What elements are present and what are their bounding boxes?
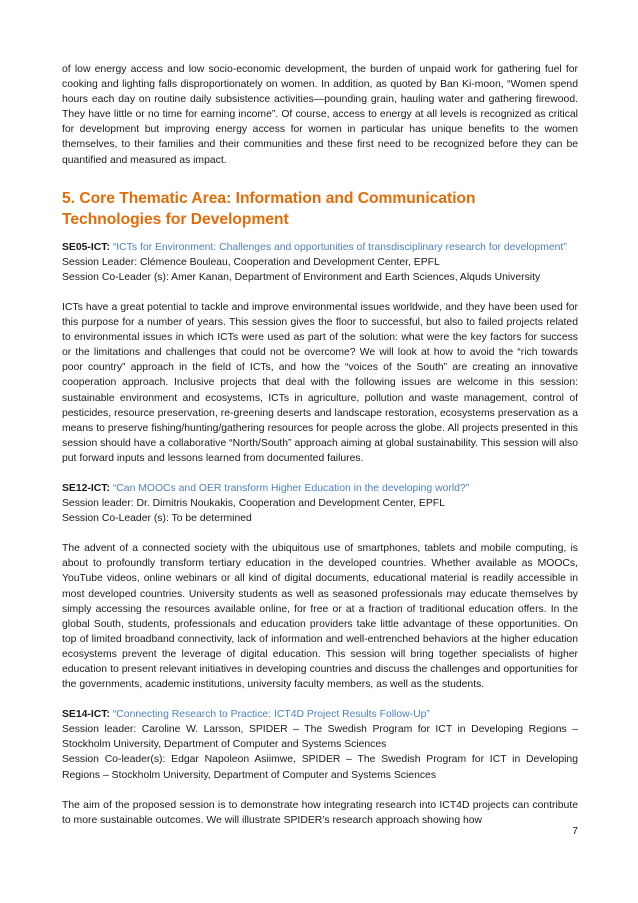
page-number: 7 <box>572 826 578 837</box>
session-co-leader: Session Co-Leader (s): Amer Kanan, Department of Environment and Earth Sciences, Alquds University <box>62 271 541 283</box>
session-title-line <box>62 240 578 255</box>
session-co-leader: Session Co-leader(s): Edgar Napoleon Asiimwe, SPIDER – The Swedish Program for ICT in Developing Regions – Stockholm University, Department of Computer and Systems Sciences <box>62 754 578 781</box>
session-code: SE14-ICT: <box>62 709 110 721</box>
spacer <box>62 692 578 707</box>
session-leader: Session leader: Caroline W. Larsson, SPIDER – The Swedish Program for ICT in Developing Regions – Stockholm University, Department of Computer and Systems Sciences <box>62 724 578 751</box>
session-code: SE12-ICT: <box>62 482 110 494</box>
intro-paragraph: of low energy access and low socio-economic development, the burden of unpaid work for gathering fuel for cooking and lighting falls disproportionately on women. In addition, as quoted by Ban Ki-moon, “Women spend hours each day on routine daily subsistence activities—pounding grain, hauling water and gathering firewood. They have little or no time for earning income”. Of course, access to energy at all levels is recognized as critical for development but improving energy access for women in particular has unique benefits to the women themselves, to their families and their communities and these first need to be recognized before they can be quantified and measured as impact. <box>62 64 578 166</box>
session-title: “Connecting Research to Practice: ICT4D Project Results Follow-Up” <box>112 709 430 721</box>
session-description: ICTs have a great potential to tackle and improve environmental issues worldwide, and they have been used for this purpose for a number of years. This session gives the floor to successful, but also to failed projects related to environmental issues in which ICTs were used as part of the solution: what were the key factors for success or the limitations and challenges that could not be overcome? We will look at how to avoid the “rich towards poor country” approach in the field of ICTs, and how the “voices of the South” are creating an innovative cooperation approach. Inclusive projects that deal with the following issues are welcome in this session: sustainable environment and ecosystems, ICTs in agriculture, pollution and waste management, control of pesticides, resource preservation, re-greening deserts and landscape restoration, ecosystems preservation as a means to preserve fishing/hunting/gathering resources for people across the globe. All projects presented in this session should have a collaborative “North/South” approach aiming at global sustainability. This session will also put forward inputs and lessons learned from documented failures. <box>62 301 578 464</box>
session-leader: Session leader: Dr. Dimitris Noukakis, Cooperation and Development Center, EPFL <box>62 498 445 510</box>
spacer <box>62 168 578 188</box>
spacer <box>62 783 578 798</box>
spacer <box>62 526 578 541</box>
session-block-se05 <box>62 240 578 466</box>
session-block-se12 <box>62 481 578 692</box>
session-title: “Can MOOCs and OER transform Higher Education in the developing world?” <box>112 482 470 494</box>
session-block-se14 <box>62 707 578 828</box>
session-title-line <box>62 707 578 722</box>
spacer <box>62 285 578 300</box>
spacer <box>62 466 578 481</box>
session-leader: Session Leader: Clémence Bouleau, Cooperation and Development Center, EPFL <box>62 256 440 268</box>
session-title-line <box>62 481 578 496</box>
session-description: The aim of the proposed session is to demonstrate how integrating research into ICT4D projects can contribute to more sustainable outcomes. We will illustrate SPIDER’s research approach showing how <box>62 799 578 826</box>
session-title: “ICTs for Environment: Challenges and opportunities of transdisciplinary research for development” <box>112 241 567 253</box>
session-code: SE05-ICT: <box>62 241 110 253</box>
document-page <box>62 62 578 828</box>
spacer <box>62 230 578 240</box>
section-heading: 5. Core Thematic Area: Information and Communication Technologies for Development <box>62 189 476 228</box>
session-description: The advent of a connected society with the ubiquitous use of smartphones, tablets and mobile computing, is about to profoundly transform tertiary education in the developed countries. Whether available as MOOCs, YouTube videos, online webinars or all kind of digital documents, educational material is readily accessible in most developed countries. University students as well as seasoned professionals may educate themselves by simply accessing the resources available online, for free or at a fraction of traditional education offers. In the global South, students, professionals and education providers take little advantage of these opportunities. On top of limited broadband connectivity, lack of information and well-entrenched behaviors at the higher education ecosystems prevent the leverage of digital education. This session will bring together specialists of higher education to present relevant initiatives in developing countries and discuss the challenges and opportunities for the governments, academic institutions, university faculty members, as well as the students. <box>62 543 578 691</box>
session-co-leader: Session Co-Leader (s): To be determined <box>62 513 252 525</box>
